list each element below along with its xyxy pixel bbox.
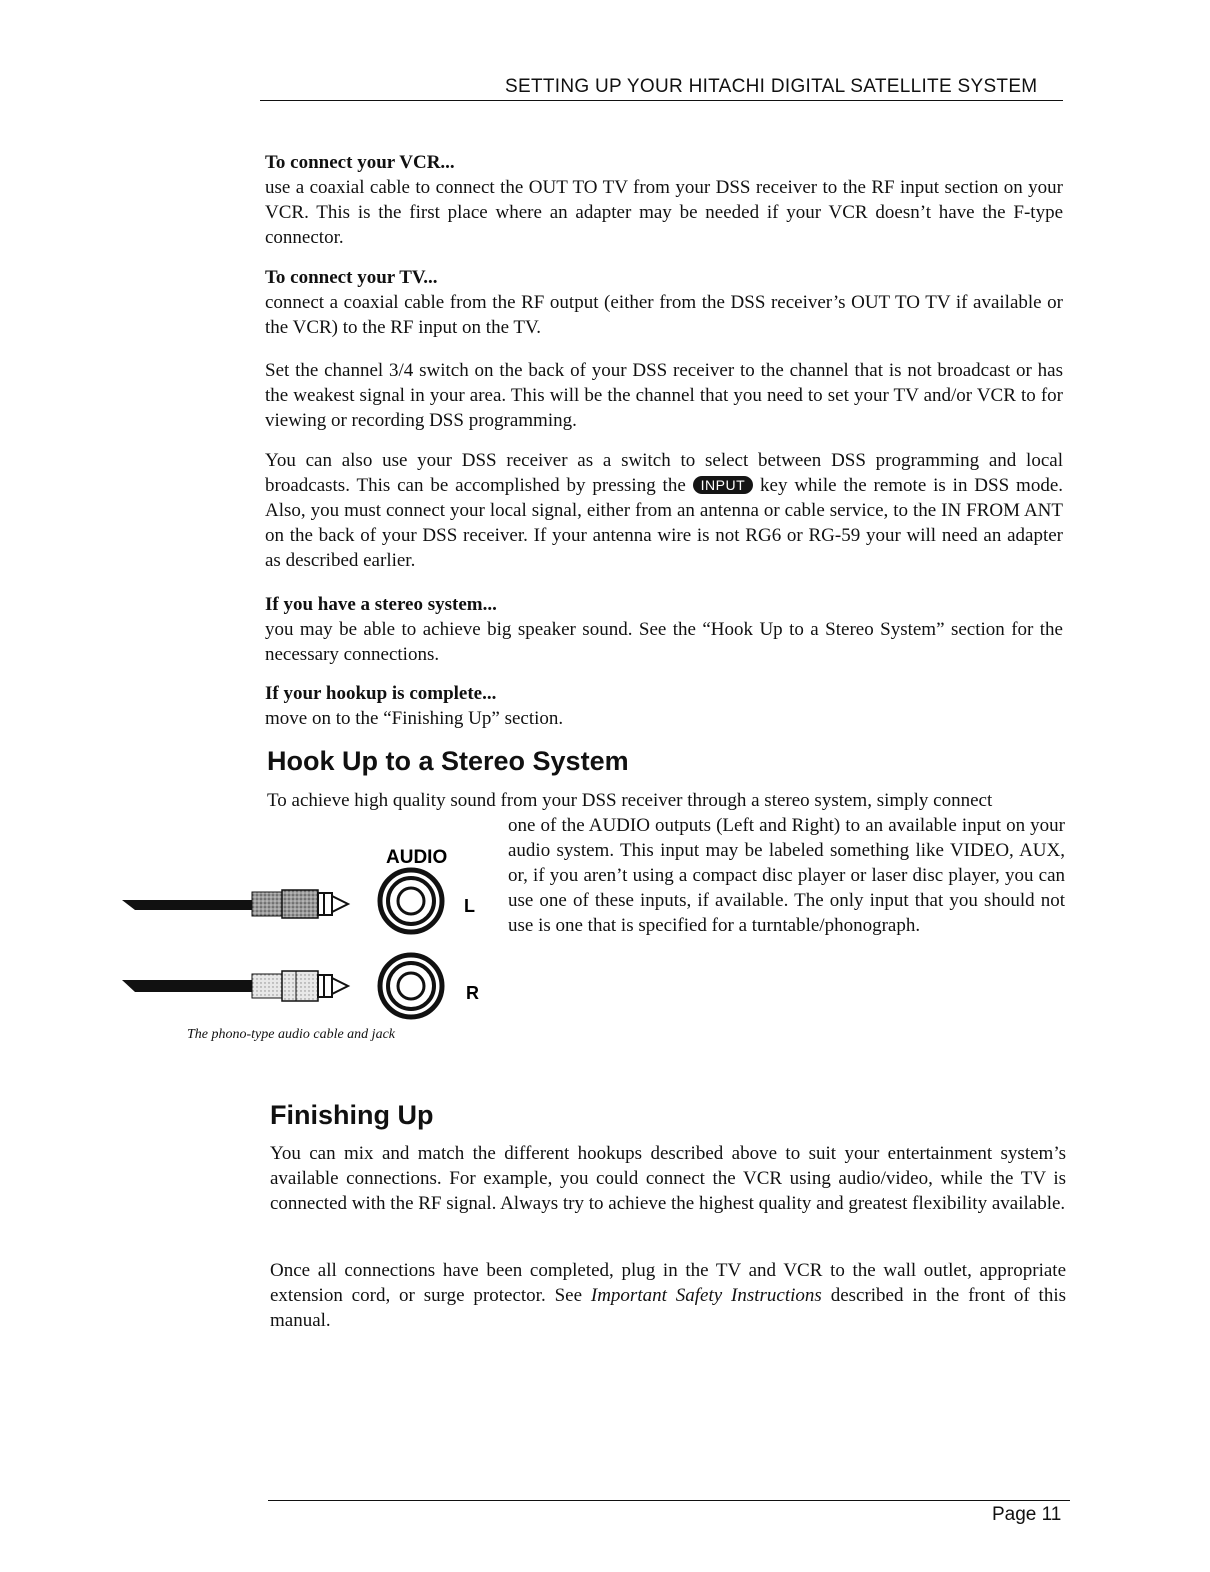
section-channel-switch <box>265 358 1063 433</box>
stereo-body-text: one of the AUDIO outputs (Left and Right) to an available input on your audio system. This input may be labeled something like VIDEO, AUX, or, if you aren’t using a compact disc player or laser disc player, you can use one of these inputs, if available. The only input that you should not use is one that is specified for a turntable/phonograph. <box>508 815 1065 936</box>
right-audio-jack-icon <box>380 955 442 1017</box>
section-stereo-note <box>265 592 1063 667</box>
header-rule <box>260 100 1063 101</box>
section-text: move on to the “Finishing Up” section. <box>265 708 564 729</box>
section-text: Set the channel 3/4 switch on the back of your DSS receiver to the channel that is not broadcast or has the weakest signal in your area. This will be the channel that you need to set your TV and/or VCR to for viewing or recording DSS programming. <box>265 360 1063 431</box>
section-heading: If your hookup is complete... <box>265 683 497 704</box>
section-text: you may be able to achieve big speaker sound. See the “Hook Up to a Stereo System” section for the necessary connections. <box>265 619 1063 665</box>
section-text <box>270 1258 1066 1333</box>
section-connect-vcr <box>265 150 1063 250</box>
page-header-title: SETTING UP YOUR HITACHI DIGITAL SATELLITE SYSTEM <box>505 76 1038 97</box>
section-text: You can mix and match the different hookups described above to suit your entertainment system’s available connections. For example, you could connect the VCR using audio/video, while the TV is connected with the RF signal. Always try to achieve the highest quality and greatest flexibility available. <box>270 1143 1066 1214</box>
section-connect-tv <box>265 265 1063 340</box>
section-heading: To connect your TV... <box>265 267 438 288</box>
page-number: Page 11 <box>992 1504 1062 1525</box>
section-text <box>265 448 1063 573</box>
section-heading: If you have a stereo system... <box>265 594 497 615</box>
finishing-paragraph-2 <box>270 1258 1066 1333</box>
section-text: connect a coaxial cable from the RF output (either from the DSS receiver’s OUT TO TV if available or the VCR) to the RF input on the TV. <box>265 292 1063 338</box>
phono-cable-figure <box>0 830 500 1050</box>
para-text-before: Once all connections have been completed, plug in the TV and VCR to the wall outlet, appropriate extension cord, or surge protector. See <box>270 1260 1066 1306</box>
safety-instructions-ref: Important Safety Instructions <box>590 1285 822 1306</box>
right-cable-plug <box>122 971 348 1001</box>
text-before-key: You can also use your DSS receiver as a switch to select between DSS programming and local broadcasts. This can be accomplished by pressing the <box>265 450 1063 496</box>
figure-caption: The phono-type audio cable and jack <box>187 1027 396 1042</box>
section-dss-switch <box>265 448 1063 573</box>
footer-rule <box>268 1500 1070 1501</box>
input-key-icon: INPUT <box>693 476 754 494</box>
stereo-intro-text: To achieve high quality sound from your DSS receiver through a stereo system, simply connect <box>267 790 993 811</box>
section-heading: To connect your VCR... <box>265 152 455 173</box>
para-text-after: described in the front of this manual. <box>270 1285 1067 1331</box>
left-cable-plug <box>122 890 348 918</box>
section-hookup-complete <box>265 681 1063 731</box>
text-after-key: key while the remote is in DSS mode. Also, you must connect your local signal, either from an antenna or cable service, to the IN FROM ANT on the back of your DSS receiver. If your antenna wire is not RG6 or RG-59 your will need an adapter as described earlier. <box>265 475 1063 571</box>
phono-cable-illustration <box>0 830 500 1030</box>
finishing-paragraph-1 <box>270 1141 1066 1216</box>
finishing-section-title: Finishing Up <box>270 1100 434 1130</box>
right-channel-label: R <box>466 983 479 1003</box>
section-text: use a coaxial cable to connect the OUT TO TV from your DSS receiver to the RF input section on your VCR. This is the first place where an adapter may be needed if your VCR doesn’t have the F-type connector. <box>265 177 1063 248</box>
left-channel-label: L <box>464 896 475 916</box>
audio-label: AUDIO <box>386 847 448 868</box>
left-audio-jack-icon <box>380 870 442 932</box>
stereo-section-title: Hook Up to a Stereo System <box>267 746 629 776</box>
